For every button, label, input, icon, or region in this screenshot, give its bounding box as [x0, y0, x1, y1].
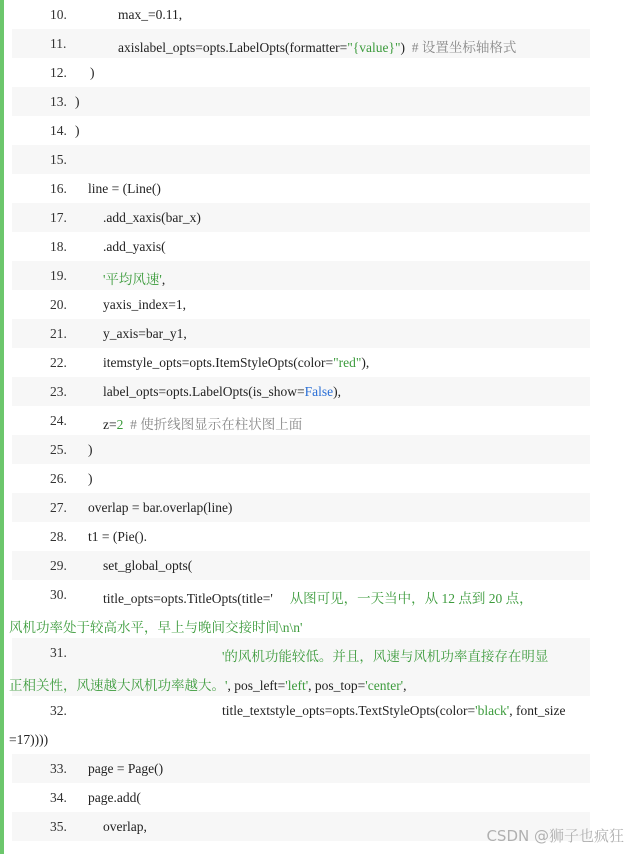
code-token: # 使折线图显示在柱状图上面 — [130, 417, 303, 432]
code-token: , font_size — [509, 703, 566, 718]
line-number: 13. — [50, 94, 67, 109]
code-text — [103, 558, 192, 574]
code-token: page = Page() — [88, 761, 164, 776]
code-token: , — [403, 678, 407, 693]
code-token: , — [161, 272, 166, 287]
code-text — [88, 471, 93, 487]
code-token: 'left' — [285, 678, 309, 693]
code-token: 2 — [116, 417, 124, 432]
code-line — [12, 783, 590, 812]
line-number: 29. — [50, 558, 67, 573]
code-line — [12, 464, 590, 493]
code-token: ) — [75, 123, 80, 138]
code-token: label_opts=opts.LabelOpts(is_show= — [103, 384, 305, 399]
line-number: 18. — [50, 239, 67, 254]
code-token: 'center' — [365, 678, 404, 693]
code-line — [12, 87, 590, 116]
code-line — [12, 232, 590, 261]
code-text — [103, 819, 147, 835]
code-line — [12, 145, 590, 174]
code-line — [12, 522, 590, 551]
code-line — [12, 261, 590, 290]
line-number: 10. — [50, 7, 67, 22]
code-text — [88, 761, 163, 777]
code-token: yaxis_index=1, — [103, 297, 186, 312]
code-line — [12, 29, 590, 58]
code-token: ) — [75, 94, 80, 109]
code-line — [12, 319, 590, 348]
code-text — [88, 500, 232, 516]
code-token: , pos_left= — [227, 678, 286, 693]
line-number: 11. — [50, 36, 67, 51]
line-number: 20. — [50, 297, 67, 312]
line-number: 30. — [50, 587, 67, 602]
code-token: line = (Line() — [88, 181, 161, 196]
code-text — [88, 442, 93, 458]
code-text — [103, 239, 166, 255]
code-text — [88, 790, 141, 806]
code-text — [88, 529, 147, 545]
line-number: 19. — [50, 268, 67, 283]
code-text — [103, 210, 201, 226]
code-token: '平均风速' — [103, 272, 162, 287]
code-token: "{value}" — [347, 40, 401, 55]
code-line — [9, 580, 590, 638]
code-token: title_textstyle_opts=opts.TextStyleOpts(color= — [222, 703, 476, 718]
code-line — [12, 290, 590, 319]
code-line — [12, 493, 590, 522]
code-line — [12, 377, 590, 406]
code-block — [9, 0, 590, 841]
code-text — [103, 413, 302, 433]
code-text — [75, 94, 80, 110]
code-line — [12, 551, 590, 580]
code-text — [118, 7, 182, 23]
code-token: z= — [103, 417, 117, 432]
code-token: ) — [88, 471, 93, 486]
code-text — [222, 703, 566, 719]
line-number: 35. — [50, 819, 67, 834]
code-token: max_=0.11, — [118, 7, 183, 22]
code-token: ) — [90, 65, 95, 80]
code-token: '的风机功能较低。并且，风速与风机功率直接存在明显 — [222, 649, 549, 664]
code-text — [103, 268, 165, 288]
code-token: itemstyle_opts=opts.ItemStyleOpts(color= — [103, 355, 334, 370]
code-token: 'black' — [475, 703, 510, 718]
line-number: 12. — [50, 65, 67, 80]
code-text-wrapped — [9, 732, 587, 748]
code-token: t1 = (Pie(). — [88, 529, 147, 544]
code-line — [12, 754, 590, 783]
code-token: .add_yaxis( — [103, 239, 166, 254]
code-text — [103, 587, 533, 607]
code-line — [12, 116, 590, 145]
code-line — [9, 638, 590, 696]
line-number: 14. — [50, 123, 67, 138]
code-line — [12, 435, 590, 464]
code-token: set_global_opts( — [103, 558, 193, 573]
line-number: 16. — [50, 181, 67, 196]
code-line — [12, 58, 590, 87]
line-number: 27. — [50, 500, 67, 515]
code-text — [103, 384, 341, 400]
code-token: axislabel_opts=opts.LabelOpts(formatter= — [118, 40, 348, 55]
code-text — [88, 181, 161, 197]
code-token: overlap, — [103, 819, 147, 834]
code-token: y_axis=bar_y1, — [103, 326, 187, 341]
code-token: 风机功率处于较高水平，早上与晚间交接时间\n\n' — [9, 620, 303, 635]
code-token: # 设置坐标轴格式 — [411, 40, 517, 55]
code-text — [103, 326, 187, 342]
code-token: "red" — [333, 355, 362, 370]
code-token: ), — [361, 355, 370, 370]
code-token: ), — [333, 384, 341, 399]
code-token: page.add( — [88, 790, 141, 805]
code-token: title_opts=opts.TitleOpts(title=' — [103, 591, 273, 606]
line-number: 28. — [50, 529, 67, 544]
code-token: 从图可见，一天当中，从 12 点到 20 点， — [272, 591, 533, 606]
code-block-gutter — [0, 0, 4, 854]
code-token: overlap = bar.overlap(line) — [88, 500, 233, 515]
code-token: ) — [88, 442, 93, 457]
line-number: 32. — [50, 703, 67, 718]
line-number: 22. — [50, 355, 67, 370]
code-text-wrapped — [9, 616, 587, 636]
code-token: =17)))) — [9, 732, 49, 747]
code-text — [75, 123, 80, 139]
code-text — [222, 645, 548, 665]
line-number: 33. — [50, 761, 67, 776]
line-number: 21. — [50, 326, 67, 341]
line-number: 26. — [50, 471, 67, 486]
line-number: 15. — [50, 152, 67, 167]
code-line — [9, 696, 590, 754]
code-line — [12, 174, 590, 203]
code-token: .add_xaxis(bar_x) — [103, 210, 201, 225]
line-number: 31. — [50, 645, 67, 660]
code-line — [12, 406, 590, 435]
code-text-wrapped — [9, 674, 587, 694]
code-text — [103, 297, 186, 313]
line-number: 34. — [50, 790, 67, 805]
watermark: CSDN @狮子也疯狂 — [486, 827, 624, 845]
code-text — [103, 355, 369, 371]
line-number: 17. — [50, 210, 67, 225]
line-number: 24. — [50, 413, 67, 428]
code-text — [118, 36, 516, 56]
code-line — [12, 0, 590, 29]
code-token: , pos_top= — [308, 678, 366, 693]
code-line — [12, 348, 590, 377]
code-token: 正相关性，风速越大风机功率越大。' — [9, 678, 228, 693]
line-number: 25. — [50, 442, 67, 457]
line-number: 23. — [50, 384, 67, 399]
code-token: False — [304, 384, 334, 399]
code-line — [12, 203, 590, 232]
code-token: ) — [400, 40, 412, 55]
code-text — [90, 65, 95, 81]
